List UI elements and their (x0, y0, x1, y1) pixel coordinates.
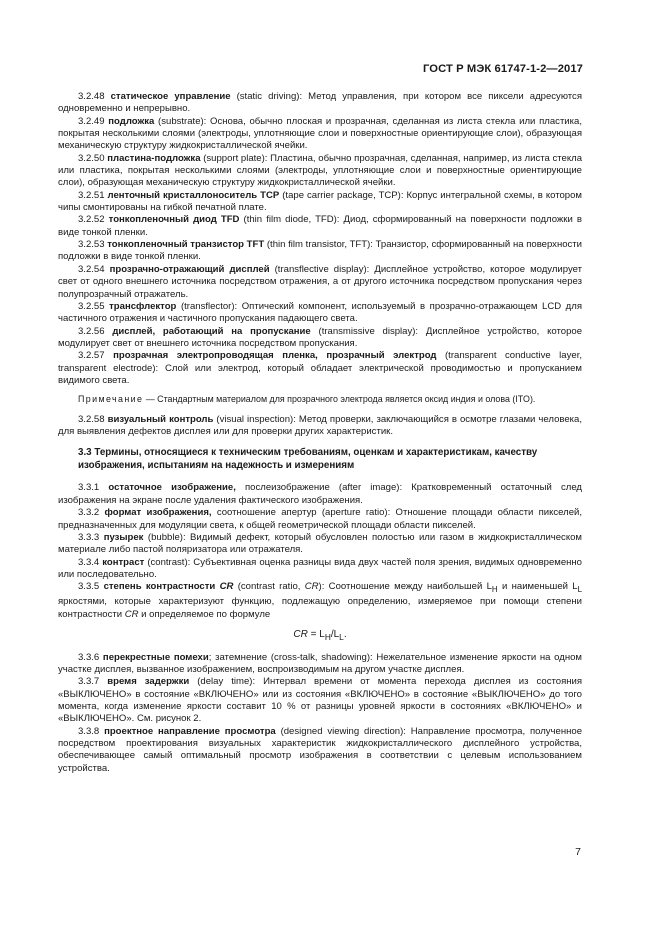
entry-term: трансфлектор (109, 300, 177, 312)
entry-term-text: степень контрастности (103, 581, 216, 593)
entry-term: контраст (102, 556, 145, 568)
entry-definition: (delay time): Интервал времени от момента перехода дисплея из состояния «ВЫКЛЮЧЕНО» в состояние «ВКЛЮЧЕНО» или из состояния «ВКЛЮЧЕНО» в состояние «ВЫКЛЮЧЕНО» до того момента, когда изменение яркости составит 10 % от разницы уровней яркости в состояниях «ВКЛЮЧЕНО» и «ВЫКЛЮЧЕНО». См. рисунок 2. (58, 676, 583, 725)
entry-definition: (thin film diode, TFD): Диод, сформированный на поверхности подложки в виде тонкой пленки. (58, 214, 582, 238)
subscript-h: H (491, 585, 498, 595)
entry-definition-part: ): Соотношение между наибольшей L (318, 581, 492, 593)
entry-term: тонкопленочный транзистор TFT (107, 239, 265, 251)
entry-number: 3.3.4 (78, 556, 100, 568)
entries-group-3-2 (58, 91, 582, 387)
entry-definition: послеизображение (after image): Кратковременный остаточный след изображения на экране после удаления фактического изображения. (58, 482, 583, 506)
entry-number: 3.3.7 (78, 676, 100, 688)
formula-sub-l: L (339, 632, 344, 643)
entry-number: 3.2.56 (78, 325, 105, 337)
term-entry (58, 676, 582, 725)
page-number: 7 (575, 846, 581, 858)
term-entry (58, 652, 582, 677)
entry-number: 3.2.50 (78, 152, 105, 164)
cr-symbol: CR (124, 608, 139, 620)
entry-definition: (support plate): Пластина, обычно прозрачная, сделанная, например, из листа стекла или пластика, покрытая несколькими слоями (электроды, уплотняющие слои и поверхностные ориентирующие слои), образующая механическую структуру жидкокристаллической ячейки. (58, 152, 583, 189)
term-entry (58, 116, 582, 153)
entry-definition-part: яркостями, которые характеризуют функцию, подлежащую определению, измеряемое при помощи степени контрастности (58, 596, 582, 620)
entry-term: пластина-подложка (107, 152, 201, 164)
term-entry (58, 239, 582, 264)
term-entry (58, 190, 582, 215)
entry-number: 3.2.52 (78, 214, 105, 226)
entry-definition: соотношение апертур (aperture ratio): Отношение площади области пикселей, предназначенных для модуляции света, к общей геометрической площади области пикселей. (58, 507, 582, 531)
contrast-ratio-formula (58, 629, 582, 643)
entry-number: 3.2.48 (78, 91, 105, 102)
entry-term-symbol: CR (219, 581, 234, 593)
entry-term: тонкопленочный диод TFD (108, 214, 240, 226)
entry-term: ленточный кристаллоноситель TCP (107, 189, 280, 201)
entry-number: 3.3.3 (78, 531, 100, 543)
entry-number: 3.2.49 (78, 115, 105, 127)
entry-number: 3.2.57 (78, 350, 105, 362)
entry-term: пузырек (103, 531, 144, 543)
entry-number: 3.3.2 (78, 507, 100, 519)
entry-definition: (bubble): Видимый дефект, который обусловлен полостью или газом в жидкокристаллическом материале либо пастой поляризатора или отражателя. (58, 531, 582, 556)
entry-term: дисплей, работающий на пропускание (112, 325, 311, 337)
entry-definition-part: (contrast ratio, (233, 581, 305, 593)
entry-definition-part: и определяемое по формуле (138, 608, 271, 620)
entry-definition: (transflector): Оптический компонент, используемый в прозрачно-отражающем LCD для частичного отражения и частичного пропускания падающего света. (58, 300, 582, 325)
entry-term (104, 581, 234, 592)
term-entry-contrast-ratio (58, 581, 582, 621)
formula-eq: = L (307, 629, 325, 641)
cr-symbol: CR (304, 581, 319, 593)
entry-term: время задержки (107, 676, 190, 688)
formula-sub-h: H (324, 632, 331, 643)
term-entry (58, 326, 582, 351)
entry-number: 3.3.5 (78, 581, 100, 593)
term-entry (58, 482, 582, 507)
term-entry (58, 214, 582, 239)
entry-definition: (transflective display): Дисплейное устройство, которое модулирует свет от одного внешнего источника посредством отражения, а от другого источника посредством пропускания через полупрозрачный отражатель. (58, 263, 582, 300)
entry-definition: (thin film transistor, TFT): Транзистор, сформированный на поверхности подложки в виде тонкой пленки. (58, 239, 583, 263)
term-entry (58, 91, 582, 116)
entry-definition-part: и наименьшей L (497, 581, 578, 593)
entry-number: 3.3.6 (78, 651, 100, 663)
entry-definition: (contrast): Субъективная оценка разницы вида двух частей поля зрения, видимых одновременно или последовательно. (58, 556, 582, 580)
entry-term: проектное направление просмотра (104, 725, 276, 737)
note-text: — Стандартным материалом для прозрачного электрода является оксид индия и олова (ITO). (143, 394, 536, 405)
entry-term: подложка (108, 115, 155, 127)
formula-lhs: CR (293, 629, 308, 641)
entry-term: остаточное изображение, (108, 482, 236, 494)
formula-slash: /L (330, 629, 340, 641)
term-entry (58, 726, 582, 775)
entry-term: статическое управление (110, 91, 231, 102)
entry-number: 3.2.51 (78, 189, 105, 201)
term-entry (58, 557, 582, 582)
entry-term: визуальный контроль (107, 413, 214, 425)
entry-term: перекрестные помехи (102, 651, 209, 663)
subscript-l: L (577, 585, 583, 595)
section-heading-3-3: 3.3 Термины, относящиеся к техническим требованиям, оценкам и характеристикам, качеству изображения, испытаниям на надежность и измерениям (78, 447, 538, 471)
term-entry (58, 507, 582, 532)
entry-term: прозрачная электропроводящая пленка, прозрачный электрод (113, 350, 437, 362)
entry-number: 3.2.53 (78, 239, 105, 251)
document-body (58, 91, 582, 775)
entry-number: 3.3.1 (78, 482, 100, 494)
term-entry (58, 301, 582, 326)
entries-group-3-3-b (58, 652, 582, 775)
note-paragraph (58, 393, 582, 405)
entry-number: 3.2.54 (78, 263, 105, 275)
entries-group-3-3-a (58, 482, 582, 581)
entry-definition: (substrate): Основа, обычно плоская и прозрачная, сделанная из листа стекла или пластика, покрытая несколькими слоями (электроды, уплотняющие слои и поверхностные ориентирующие слои), образующая механическую структуру жидкокристаллической ячейки. (58, 115, 582, 152)
term-entry (58, 264, 582, 301)
term-entry (58, 153, 582, 190)
entry-term: прозрачно-отражающий дисплей (109, 263, 270, 275)
term-entry (58, 414, 582, 439)
term-entry (58, 532, 582, 557)
entry-definition: ; затемнение (cross-talk, shadowing): Нежелательное изменение яркости на одном участке дисплея, вызванное изображением, воспроизводимым на другом участке дисплея. (58, 651, 582, 675)
note-label: Примечание (78, 394, 144, 405)
entry-definition: (tape carrier package, TCP): Корпус интегральной схемы, в котором чипы смонтированы на гибкой печатной плате. (58, 189, 582, 214)
entry-number: 3.3.8 (78, 725, 100, 737)
entry-number: 3.2.58 (78, 413, 105, 425)
entry-term: формат изображения, (104, 507, 212, 519)
document-header: ГОСТ Р МЭК 61747-1-2—2017 (422, 63, 583, 75)
entry-number: 3.2.55 (78, 300, 105, 312)
entry-definition: (static driving): Метод управления, при котором все пиксели адресуются одновременно и непрерывно. (58, 91, 582, 115)
entry-definition: (transparent conductive layer, transparent electrode): Слой или электрод, который обладает электрической проводимостью и пропусканием видимого света. (58, 350, 583, 386)
formula-end: . (343, 629, 347, 641)
entry-definition: (transmissive display): Дисплейное устройство, которое модулирует свет от внешнего источника посредством пропускания. (58, 325, 583, 349)
term-entry (58, 350, 582, 387)
entry-definition: (visual inspection): Метод проверки, заключающийся в осмотре глазами человека, для выявления дефектов дисплея или для проверки других характеристик. (58, 413, 583, 437)
entry-definition: (designed viewing direction): Направление просмотра, полученное посредством проектирования визуальных характеристик жидкокристаллического дисплейного устройства, обеспечивающее самый оптимальный просмотр изображения в соответствии с целевым использованием устройства. (58, 725, 582, 774)
